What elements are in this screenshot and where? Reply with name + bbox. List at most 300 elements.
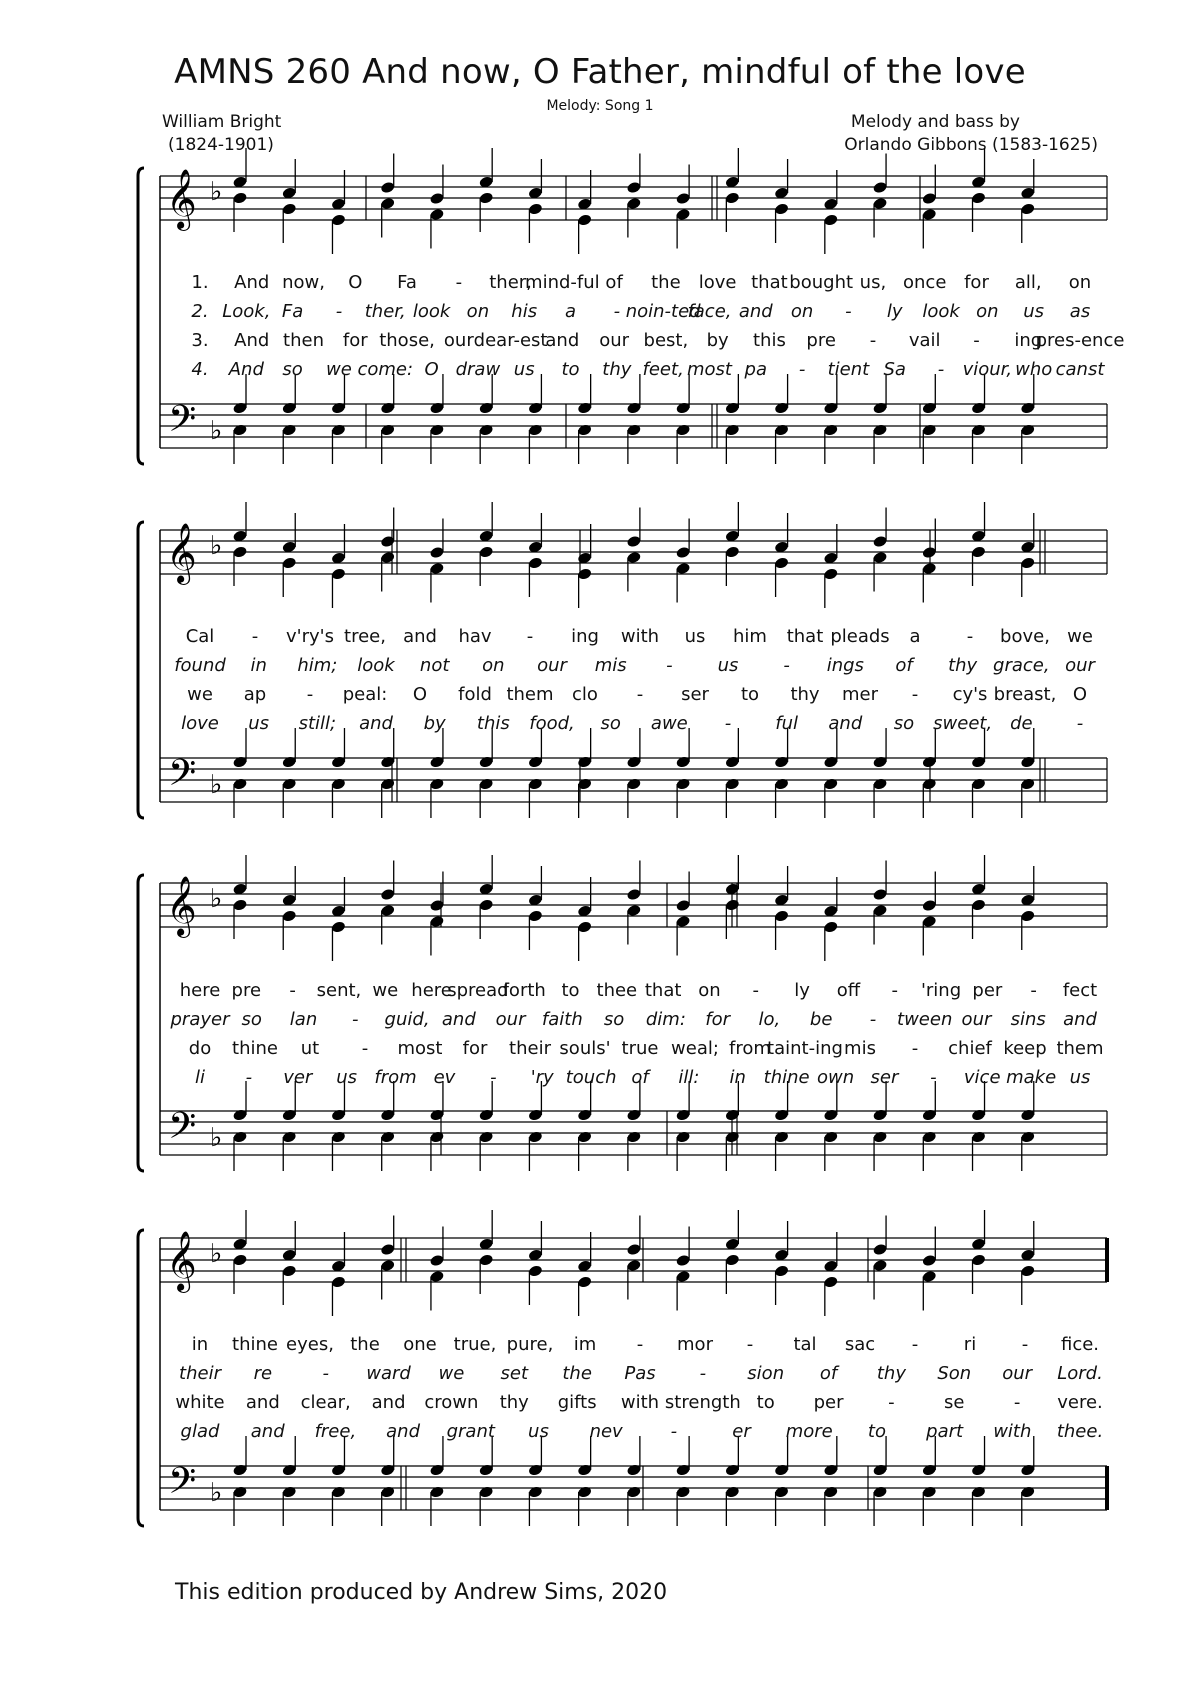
lyric-syllable: tween [897,1009,953,1030]
lyric-syllable: so [282,359,303,380]
flat-key-signature-icon: ♭ [210,177,223,207]
lyric-syllable: And [228,359,264,380]
lyric-syllable: ri [963,1334,977,1355]
lyric-syllable: canst [1055,359,1105,380]
lyric-syllable: pre [231,980,262,1001]
lyric-syllable: - [636,684,644,705]
lyric-syllable: - [911,1334,919,1355]
lyric-syllable: our [443,330,474,351]
lyric-syllable: and [386,1421,420,1442]
lyric-syllable: fice. [1060,1334,1100,1355]
lyric-syllable: ill: [678,1067,700,1088]
lyric-syllable: nev [589,1421,623,1442]
lyric-syllable: this [476,713,510,734]
lyric-syllable: im [573,1334,597,1355]
lyric-syllable: in [191,1334,209,1355]
lyric-syllable: O [412,684,428,705]
lyric-syllable: ap [243,684,267,705]
lyric-syllable: mor [677,1334,713,1355]
lyric-syllable: ward [366,1363,411,1384]
lyric-syllable: us [336,1067,358,1088]
lyric-syllable: faith [541,1009,583,1030]
lyric-syllable: not [419,655,450,676]
system-bracket [138,168,144,464]
lyric-syllable: O [1072,684,1088,705]
lyric-syllable: of [605,272,623,293]
lyric-syllable: true [621,1038,659,1059]
lyric-syllable: - [251,626,259,647]
lyric-syllable: - [335,301,343,322]
lyric-syllable: them [1056,1038,1104,1059]
lyric-syllable: this [752,330,786,351]
treble-clef-icon: 𝄞 [166,523,197,583]
lyric-syllable: spread [447,980,509,1001]
lyric-syllable: thee. [1056,1421,1104,1442]
lyric-syllable: guid, [384,1009,430,1030]
lyric-syllable: we [1067,626,1093,647]
verse-4-line [180,359,1120,385]
lyric-syllable: keep [1003,1038,1047,1059]
lyric-syllable: feet, [642,359,684,380]
lyric-syllable: mer [841,684,879,705]
lyric-syllable: - [746,1334,754,1355]
lyric-syllable: in [250,655,267,676]
lyric-syllable: for [705,1009,731,1030]
lyric-syllable: part [926,1421,964,1442]
lyric-syllable: look [412,301,451,322]
system-bracket [138,875,144,1171]
lyric-syllable: 'ring [920,980,962,1001]
lyric-syllable: sent, [316,980,362,1001]
verse-2-line [174,655,1120,681]
lyric-syllable: our [599,330,630,351]
lyric-syllable: draw [455,359,501,380]
lyric-syllable: - [322,1363,329,1384]
lyric-syllable: look [922,301,960,322]
lyric-syllable: a [565,301,577,322]
lyric-syllable: and [245,1392,280,1413]
lyric-syllable: - [845,301,852,322]
lyric-syllable: from [374,1067,417,1088]
lyric-syllable: sion [747,1363,785,1384]
lyric-syllable: look [357,655,395,676]
composer-line2: Orlando Gibbons (1583-1625) [844,135,1098,155]
lyric-syllable: vice [963,1067,1001,1088]
lyric-syllable: Son [937,1363,972,1384]
lyric-syllable: who [1015,359,1053,380]
lyric-syllable: thy [948,655,978,676]
lyric-syllable: crown [424,1392,479,1413]
lyric-syllable: - [613,301,621,322]
lyric-syllable: on [482,655,505,676]
lyric-syllable: - [911,684,919,705]
lyric-syllable: - [361,1038,369,1059]
lyric-syllable: we [438,1363,465,1384]
lyric-syllable: chief [948,1038,992,1059]
verse-3-line [180,684,1120,710]
lyric-syllable: by [706,330,729,351]
lyric-syllable: tal [793,1334,817,1355]
lyric-syllable: taint-ing [767,1038,843,1059]
verse-2-line [180,1363,1120,1389]
lyric-syllable: thine [232,1038,278,1059]
lyric-syllable: - [891,980,898,1001]
lyric-syllable: of [819,1363,838,1384]
system-bracket [138,522,144,818]
lyric-syllable: - [966,626,974,647]
lyric-syllable: - [306,684,314,705]
lyric-syllable: most [397,1038,443,1059]
lyric-syllable: and [403,626,437,647]
lyric-syllable: him [733,626,767,647]
lyric-syllable: 'ry [530,1067,554,1088]
lyric-syllable: - [636,1334,644,1355]
lyric-syllable: so [603,1009,625,1030]
lyric-syllable: re [253,1363,273,1384]
lyric-syllable: de [1010,713,1033,734]
lyric-syllable: Cal [185,626,215,647]
lyric-syllable: - [869,330,877,351]
lyric-syllable: a [909,626,921,647]
melody-note: Melody: Song 1 [546,98,654,114]
lyric-syllable: bove, [1000,626,1050,647]
lyric-syllable: and [359,713,393,734]
lyric-syllable: and [828,713,863,734]
lyric-syllable: - [455,272,463,293]
lyric-syllable: with [620,1392,660,1413]
lyric-syllable: per [972,980,1003,1001]
lyric-syllable: ut [300,1038,320,1059]
lyric-syllable: so [600,713,621,734]
lyric-syllable: all, [1014,272,1042,293]
lyric-syllable: on [1068,272,1092,293]
lyric-syllable: and [545,330,580,351]
lyric-syllable: so [893,713,915,734]
lyric-syllable: awe [650,713,688,734]
lyric-syllable: ther, [364,301,406,322]
lyric-syllable: per [813,1392,844,1413]
lyric-syllable: - [245,1067,253,1088]
lyric-syllable: face, [687,301,732,322]
lyric-syllable: pa [744,359,768,380]
lyric-syllable: the [350,1334,380,1355]
lyric-syllable: come: [357,359,414,380]
lyric-syllable: us [684,626,706,647]
lyric-syllable: - [490,1067,497,1088]
lyric-syllable: tient [827,359,870,380]
author-dates: (1824-1901) [168,135,274,155]
lyric-syllable: for [462,1038,488,1059]
lyric-syllable: our [961,1009,992,1030]
lyric-syllable: us [1069,1067,1091,1088]
lyric-syllable: in [729,1067,746,1088]
lyric-syllable: ly [886,301,903,322]
lyric-syllable: our [537,655,567,676]
lyric-syllable: of [895,655,913,676]
lyric-syllable: thine [232,1334,278,1355]
lyric-syllable: us [513,359,535,380]
flat-key-signature-icon: ♭ [210,770,223,800]
lyric-syllable: love [181,713,219,734]
lyric-syllable: here [411,980,452,1001]
lyric-syllable: those, [379,330,435,351]
lyric-syllable: and [250,1421,285,1442]
lyric-syllable: that [644,980,682,1001]
lyric-syllable: lan [289,1009,318,1030]
verse-1-line [180,626,1120,652]
lyric-syllable: - [869,1009,877,1030]
lyric-syllable: - [699,1363,707,1384]
lyric-syllable: thee [596,980,638,1001]
lyric-syllable: Lord. [1057,1363,1103,1384]
lyric-syllable: prayer [170,1009,230,1030]
lyric-syllable: on [976,301,999,322]
lyric-syllable: - [930,1067,937,1088]
lyric-syllable: food, [529,713,575,734]
lyric-syllable: we [326,359,352,380]
verse-2-line [180,301,1120,327]
lyric-syllable: and [738,301,773,322]
lyric-syllable: ser [870,1067,899,1088]
composer-line1: Melody and bass by [850,112,1020,132]
flat-key-signature-icon: ♭ [210,531,223,561]
lyric-syllable: with [620,626,660,647]
verse-4-line [180,1421,1120,1447]
lyric-syllable: thy [876,1363,906,1384]
lyric-syllable: - [1013,1392,1021,1413]
verse-1-line [180,1334,1120,1360]
lyric-syllable: us [248,713,270,734]
lyric-syllable: ver [283,1067,313,1088]
lyric-syllable: pres-ence [1035,330,1125,351]
lyric-syllable: own [816,1067,855,1088]
lyric-syllable: hav [458,626,492,647]
lyric-syllable: viour, [962,359,1013,380]
lyric-syllable: us [717,655,739,676]
lyric-syllable: - [1021,1334,1029,1355]
lyric-syllable: eyes, [286,1334,334,1355]
lyric-syllable: on [466,301,490,322]
lyric-syllable: touch [565,1067,617,1088]
lyric-syllable: one [403,1334,437,1355]
verse-3-line [180,330,1125,356]
verse-3-line [180,1038,1120,1064]
lyric-syllable: thy [602,359,632,380]
bass-clef-icon: 𝄢 [168,398,197,449]
lyric-syllable: lo, [758,1009,781,1030]
lyric-syllable: - [1030,980,1037,1001]
lyric-syllable: fold [458,684,492,705]
lyric-syllable: on [790,301,814,322]
lyric-syllable: of [631,1067,649,1088]
lyric-syllable: still; [298,713,337,734]
lyric-syllable: 3. [191,330,209,351]
lyric-syllable: se [944,1392,965,1413]
lyric-syllable: cy's [952,684,988,705]
lyric-syllable: his [511,301,538,322]
lyric-syllable: er [732,1421,751,1442]
lyric-syllable: free, [314,1421,357,1442]
lyric-syllable: - [937,359,945,380]
lyric-syllable: And [234,272,270,293]
flat-key-signature-icon: ♭ [210,1239,223,1269]
lyric-syllable: strength [664,1392,741,1413]
lyric-syllable: that [786,626,824,647]
lyric-syllable: the [651,272,681,293]
lyric-syllable: O [348,272,363,293]
lyric-syllable: Fa [281,301,304,322]
lyric-syllable: to [561,980,580,1001]
flat-key-signature-icon: ♭ [210,884,223,914]
lyric-syllable: their [179,1363,221,1384]
lyric-syllable: pre [806,330,836,351]
lyric-syllable: - [888,1392,895,1413]
lyric-syllable: by [423,713,446,734]
lyric-syllable: pleads [830,626,890,647]
lyric-syllable: here [179,980,221,1001]
lyric-syllable: for [342,330,368,351]
lyric-syllable: noin-ted [625,301,701,322]
lyric-syllable: best, [643,330,689,351]
hymn-title: AMNS 260 And now, O Father, mindful of the love [174,52,1026,92]
lyric-syllable: - [666,655,673,676]
lyric-syllable: thine [763,1067,810,1088]
lyric-syllable: true, [453,1334,497,1355]
lyric-syllable: grace, [993,655,1050,676]
verse-4-line [180,713,1120,739]
verse-4-line [180,1067,1120,1093]
lyric-syllable: - [752,980,760,1001]
lyric-syllable: ing [571,626,599,647]
lyric-syllable: dim: [645,1009,686,1030]
lyric-syllable: weal; [671,1038,719,1059]
author-name: William Bright [162,112,282,132]
verse-1-line [180,272,1120,298]
lyric-syllable: li [194,1067,206,1088]
lyric-syllable: fect [1062,980,1098,1001]
lyric-syllable: v'ry's [286,626,334,647]
lyric-syllable: as [1069,301,1091,322]
lyric-syllable: them [506,684,554,705]
bass-clef-icon: 𝄢 [168,1105,197,1156]
lyric-syllable: 2. [191,301,209,322]
lyric-syllable: thy [499,1392,529,1413]
lyric-syllable: more [785,1421,833,1442]
lyric-syllable: love [698,272,737,293]
lyric-syllable: us, [859,272,887,293]
lyric-syllable: our [1002,1363,1033,1384]
lyric-syllable: their [509,1038,551,1059]
flat-key-signature-icon: ♭ [210,416,223,446]
lyric-syllable: mis [594,655,627,676]
lyric-syllable: be [809,1009,833,1030]
lyric-syllable: ly [794,980,810,1001]
lyric-syllable: breast, [993,684,1057,705]
lyric-syllable: mind-ful [525,272,600,293]
lyric-syllable: mis [844,1038,876,1059]
lyric-syllable: Look, [222,301,271,322]
lyric-syllable: grant [446,1421,495,1442]
bass-clef-icon: 𝄢 [168,1460,197,1511]
lyric-syllable: to [756,1392,775,1413]
verse-3-line [175,1392,1120,1418]
lyric-syllable: pure, [506,1334,554,1355]
lyric-syllable: that [751,272,788,293]
lyric-syllable: our [1065,655,1095,676]
lyric-syllable: dear-est [473,330,548,351]
lyric-syllable: - [783,655,790,676]
treble-clef-icon: 𝄞 [166,1231,197,1291]
lyric-syllable: we [372,980,399,1001]
lyric-syllable: us [1023,301,1045,322]
lyric-syllable: Sa [883,359,906,380]
lyric-syllable: to [867,1421,886,1442]
lyric-syllable: - [911,1038,919,1059]
lyric-syllable: And [234,330,270,351]
lyric-syllable: peal: [342,684,388,705]
lyric-syllable: our [495,1009,526,1030]
lyric-syllable: and [371,1392,406,1413]
lyric-syllable: forth [502,980,546,1001]
lyric-syllable: make [1006,1067,1057,1088]
lyric-syllable: ing [1014,330,1043,351]
lyric-syllable: sweet, [933,713,993,734]
lyric-syllable: clo [572,684,598,705]
lyric-syllable: - [724,713,732,734]
lyric-syllable: souls' [559,1038,611,1059]
flat-key-signature-icon: ♭ [210,1478,223,1508]
lyric-syllable: set [500,1363,529,1384]
lyric-syllable: ther, [489,272,532,293]
lyric-syllable: 4. [191,359,209,380]
lyric-syllable: vail [908,330,941,351]
lyric-syllable: white [175,1392,225,1413]
lyric-syllable: from [729,1038,771,1059]
lyric-syllable: ser [681,684,709,705]
lyric-syllable: gifts [557,1392,597,1413]
lyric-syllable: - [798,359,806,380]
lyric-syllable: ings [826,655,864,676]
bass-clef-icon: 𝄢 [168,752,197,803]
lyric-syllable: - [1076,713,1084,734]
lyric-syllable: - [352,1009,359,1030]
treble-clef-icon: 𝄞 [166,876,197,936]
lyric-syllable: O [424,359,439,380]
lyric-syllable: found [174,655,226,676]
lyric-syllable: to [561,359,580,380]
lyric-syllable: most [686,359,732,380]
system-bracket [138,1230,144,1526]
verse-1-line [180,980,1120,1006]
lyric-syllable: for [964,272,989,293]
treble-clef-icon: 𝄞 [166,169,197,229]
lyric-syllable: now, [282,272,325,293]
lyric-syllable: on [698,980,721,1001]
lyric-syllable: do [188,1038,212,1059]
lyric-syllable: sac [844,1334,876,1355]
lyric-syllable: glad [180,1421,220,1442]
lyric-syllable: - [526,626,534,647]
lyric-syllable: then [283,330,324,351]
lyric-syllable: with [993,1421,1032,1442]
verse-2-line [170,1009,1120,1035]
lyric-syllable: once [903,272,947,293]
lyric-syllable: and [441,1009,476,1030]
lyric-syllable: tree, [344,626,386,647]
lyric-syllable: vere. [1057,1392,1103,1413]
lyric-syllable: bought [789,272,854,293]
lyric-syllable: him; [297,655,338,676]
